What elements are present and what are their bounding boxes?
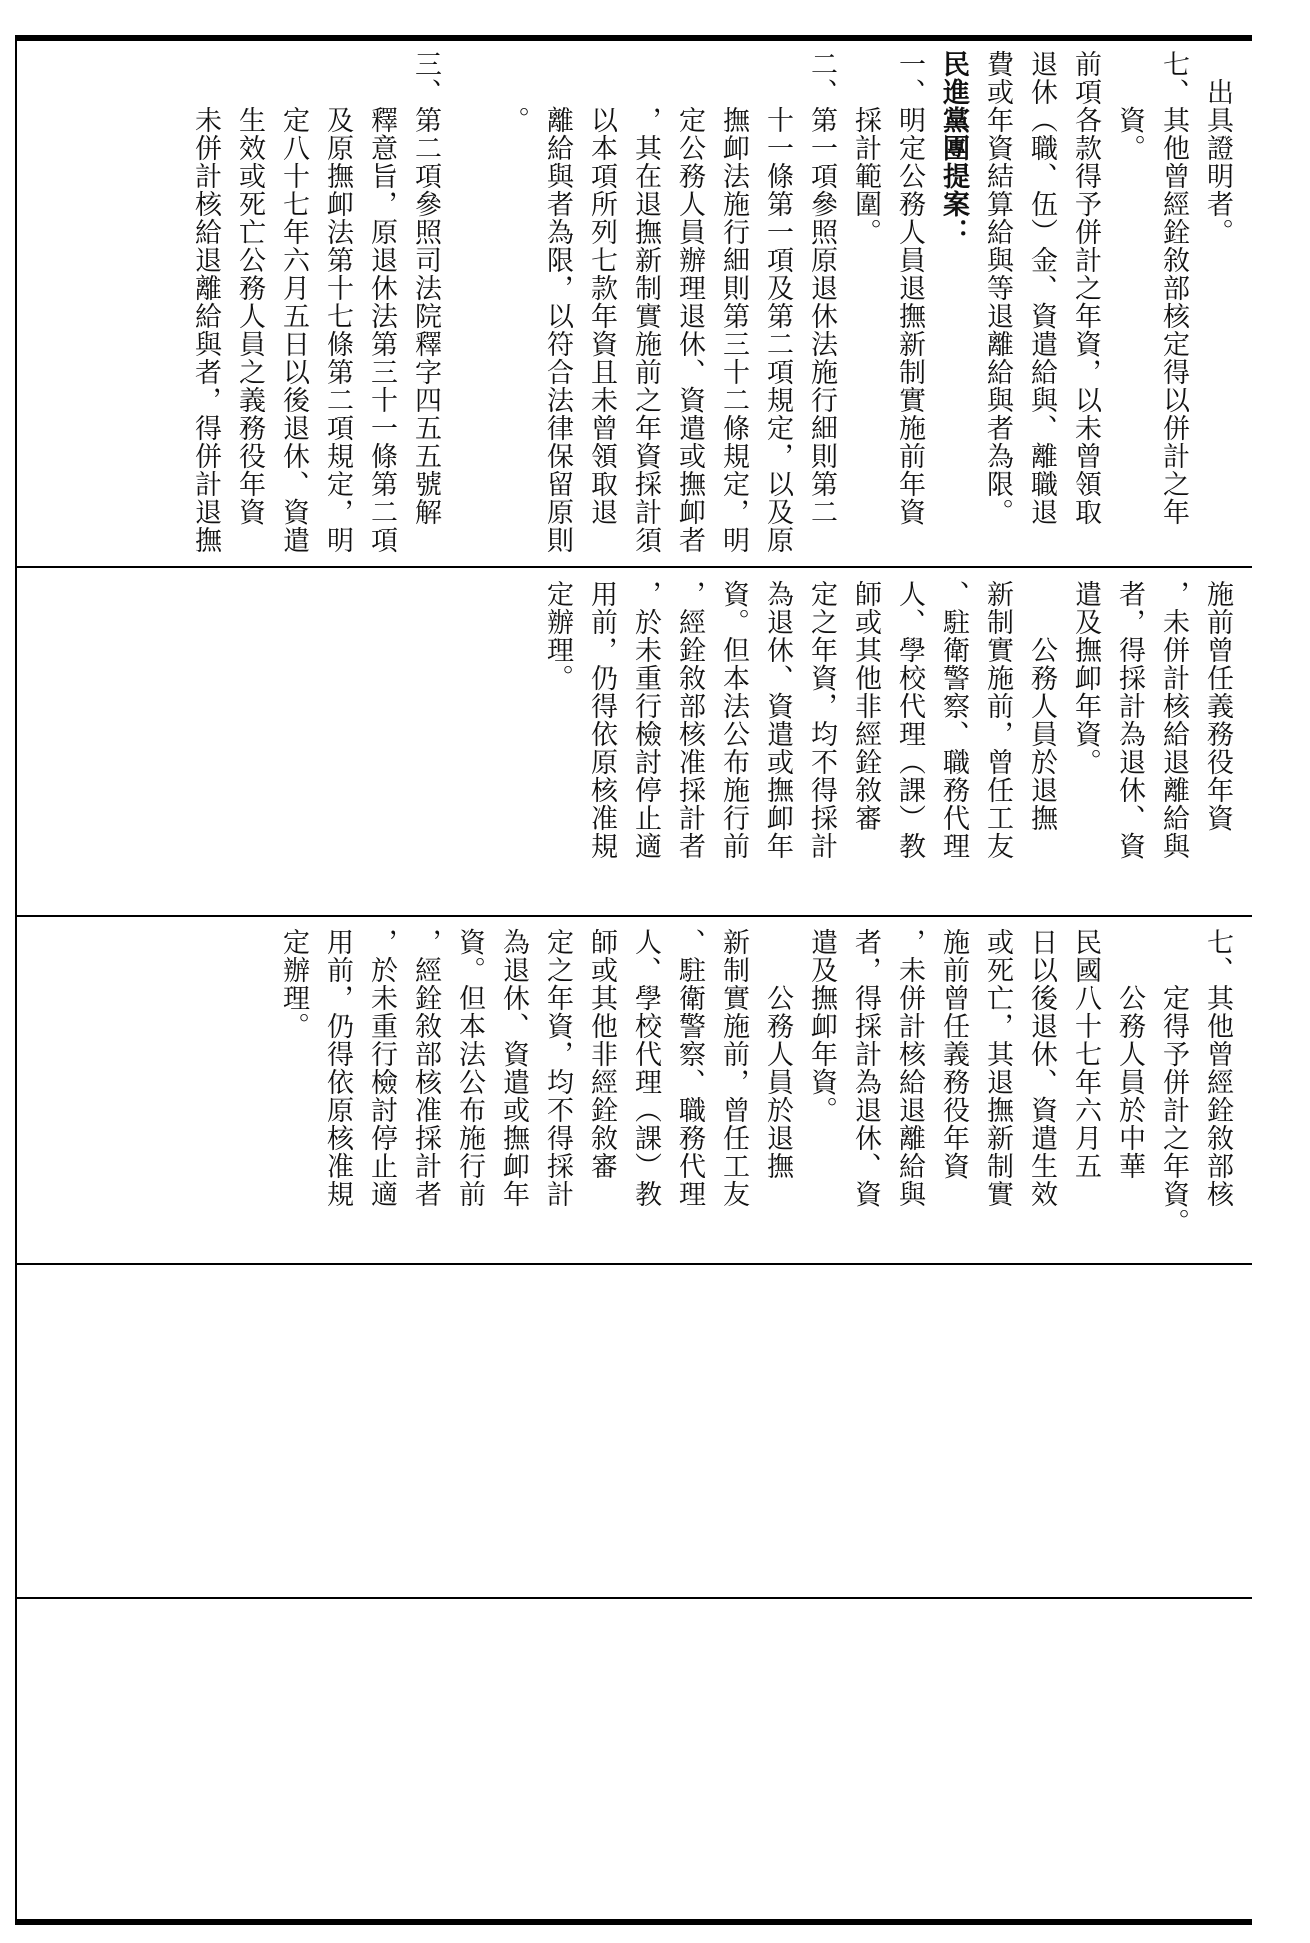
text-line: 新制實施前，曾任工友 (718, 928, 749, 1208)
text-line: 七、其他曾經銓敘部核 (1202, 928, 1233, 1208)
text-line: 定得予併計之年資。 (1158, 928, 1189, 1236)
text-line: 十一條第一項及第二項規定，以及原 (762, 50, 793, 554)
text-line: 費或年資結算給與等退離給與者為限。 (982, 50, 1013, 526)
row-divider (15, 915, 1252, 917)
text-line: 民國八十七年六月五 (1070, 928, 1101, 1180)
text-line: 撫卹法施行細則第三十二條規定，明 (718, 50, 749, 554)
text-line: 新制實施前，曾任工友 (982, 580, 1013, 860)
row-divider (15, 566, 1252, 568)
text-line: 公務人員於退撫 (762, 928, 793, 1180)
text-line: 定公務人員辦理退休、資遣或撫卹者 (674, 50, 705, 554)
text-line: 施前曾任義務役年資 (938, 928, 969, 1180)
text-line: 人、學校代理（課）教 (894, 580, 925, 860)
text-line: ，經銓敘部核准採計者 (410, 928, 441, 1208)
text-line: 為退休、資遣或撫卹年 (498, 928, 529, 1208)
text-line: 用前，仍得依原核准規 (586, 580, 617, 860)
text-line: 師或其他非經銓敘審 (586, 928, 617, 1180)
text-line: 生效或死亡公務人員之義務役年資 (234, 50, 265, 526)
text-line: 採計範圍。 (850, 50, 881, 246)
text-line: 用前，仍得依原核准規 (322, 928, 353, 1208)
text-line: 、駐衛警察、職務代理 (938, 580, 969, 860)
text-line: 資。 (1114, 50, 1145, 162)
text-line: 資。但本法公布施行前 (454, 928, 485, 1208)
text-line: 二、第一項參照原退休法施行細則第二 (806, 50, 837, 526)
text-line: ，未併計核給退離給與 (1158, 580, 1189, 860)
row-divider (15, 1597, 1252, 1599)
text-line: 七、其他曾經銓敘部核定得以併計之年 (1158, 50, 1189, 526)
text-line: 遣及撫卹年資。 (806, 928, 837, 1124)
text-line: 施前曾任義務役年資 (1202, 580, 1233, 832)
text-line: 及原撫卹法第十七條第二項規定，明 (322, 50, 353, 554)
text-line: ，於未重行檢討停止適 (630, 580, 661, 860)
text-line: 公務人員於退撫 (1026, 580, 1057, 832)
text-line: 。 (498, 50, 529, 134)
text-line: 公務人員於中華 (1114, 928, 1145, 1180)
text-line: ，於未重行檢討停止適 (366, 928, 397, 1208)
text-line: 定之年資，均不得採計 (806, 580, 837, 860)
text-line: 釋意旨，原退休法第三十一條第二項 (366, 50, 397, 554)
text-line: 定八十七年六月五日以後退休、資遣 (278, 50, 309, 554)
text-line: ，未併計核給退離給與 (894, 928, 925, 1208)
text-line: 退休（職、伍）金、資遣給與、離職退 (1026, 50, 1057, 526)
text-line: 或死亡，其退撫新制實 (982, 928, 1013, 1208)
text-line: 三、第二項參照司法院釋字四五五號解 (410, 50, 441, 526)
text-line: 出具證明者。 (1202, 50, 1233, 246)
text-line: 資。但本法公布施行前 (718, 580, 749, 860)
text-line: 一、明定公務人員退撫新制實施前年資 (894, 50, 925, 526)
text-line: 師或其他非經銓敘審 (850, 580, 881, 832)
text-line: 離給與者為限，以符合法律保留原則 (542, 50, 573, 554)
section-heading: 民進黨團提案： (938, 50, 969, 246)
text-line: ，經銓敘部核准採計者 (674, 580, 705, 860)
text-line: 者，得採計為退休、資 (1114, 580, 1145, 860)
row-divider (15, 1263, 1252, 1265)
text-line: 前項各款得予併計之年資，以未曾領取 (1070, 50, 1101, 526)
text-line: 日以後退休、資遣生效 (1026, 928, 1057, 1208)
text-line: 、駐衛警察、職務代理 (674, 928, 705, 1208)
text-line: 定之年資，均不得採計 (542, 928, 573, 1208)
text-line: 定辦理。 (278, 928, 309, 1040)
text-line: ，其在退撫新制實施前之年資採計須 (630, 50, 661, 554)
text-line: 以本項所列七款年資且未曾領取退 (586, 50, 617, 526)
text-line: 者，得採計為退休、資 (850, 928, 881, 1208)
text-line: 人、學校代理（課）教 (630, 928, 661, 1208)
text-line: 未併計核給退離給與者，得併計退撫 (190, 50, 221, 554)
text-line: 遣及撫卹年資。 (1070, 580, 1101, 776)
text-line: 定辦理。 (542, 580, 573, 692)
text-line: 為退休、資遣或撫卹年 (762, 580, 793, 860)
